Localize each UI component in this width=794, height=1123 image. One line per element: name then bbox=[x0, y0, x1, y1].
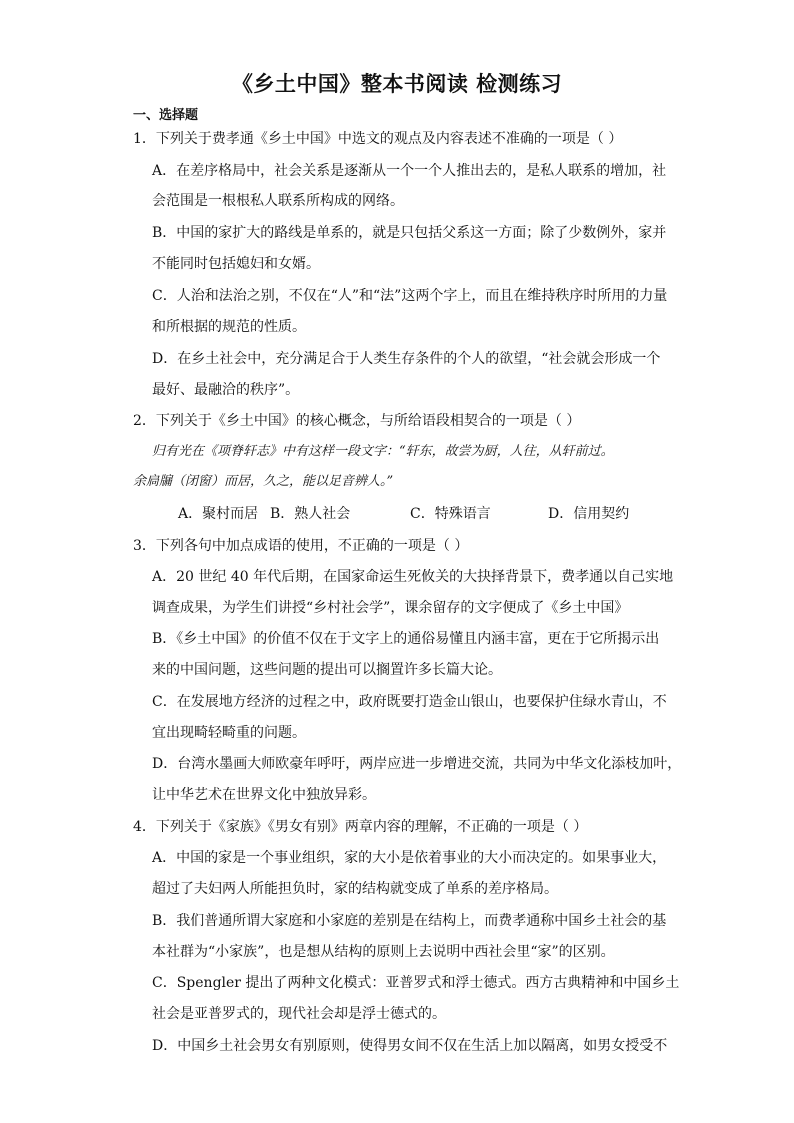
question-1-stem: 1．下列关于费孝通《乡土中国》中选文的观点及内容表述不准确的一项是（ ） bbox=[133, 131, 623, 147]
question-2-quote-cont: 余扃牖（闭窗）而居，久之，能以足音辨人。” bbox=[133, 474, 394, 489]
question-2-stem: 2．下列关于《乡土中国》的核心概念，与所给语段相契合的一项是（ ） bbox=[133, 413, 581, 429]
question-2-quote: 归有光在《项脊轩志》中有这样一段文字：“轩东，故尝为厨，人往，从轩前过。 bbox=[152, 444, 614, 459]
question-2-option-c: C．特殊语言 bbox=[410, 506, 491, 522]
question-1-option-a-cont: 会范围是一根根私人联系所构成的网络。 bbox=[152, 193, 404, 209]
question-4-option-a-cont: 超过了夫妇两人所能担负时，家的结构就变成了单系的差序格局。 bbox=[152, 881, 558, 897]
question-3-stem: 3．下列各句中加点成语的使用，不正确的一项是（ ） bbox=[133, 538, 469, 554]
question-1-option-b-cont: 不能同时包括媳妇和女婿。 bbox=[152, 256, 320, 272]
question-3-option-c: C．在发展地方经济的过程之中，政府既要打造金山银山，也要保护住绿水青山，不 bbox=[152, 694, 667, 710]
question-1-option-d: D．在乡土社会中，充分满足合于人类生存条件的个人的欲望，“社会就会形成一个 bbox=[152, 351, 661, 367]
question-3-option-b: B．《乡土中国》的价值不仅在于文字上的通俗易懂且内涵丰富，更在于它所揭示出 bbox=[152, 631, 660, 647]
section-heading: 一、选择题 bbox=[133, 108, 199, 123]
question-4-option-d: D．中国乡土社会男女有别原则，使得男女间不仅在生活上加以隔离，如男女授受不 bbox=[152, 1038, 668, 1054]
question-4-option-c: C．Spengler 提出了两种文化模式：亚普罗式和浮士德式。西方古典精神和中国乡土 bbox=[152, 975, 680, 991]
question-3-option-a: A．20 世纪 40 年代后期，在国家命运生死攸关的大抉择背景下，费孝通以自己实地 bbox=[152, 569, 674, 585]
question-1-option-b: B．中国的家扩大的路线是单系的，就是只包括父系这一方面；除了少数例外，家并 bbox=[152, 225, 667, 241]
question-4-option-a: A．中国的家是一个事业组织，家的大小是依着事业的大小而决定的。如果事业大， bbox=[152, 850, 667, 866]
question-3-option-b-cont: 来的中国问题，这些问题的提出可以搁置许多长篇大论。 bbox=[152, 662, 502, 678]
question-1-option-c: C．人治和法治之别，不仅在“人”和“法”这两个字上，而且在维持秩序时所用的力量 bbox=[152, 288, 668, 304]
question-2-option-b: B．熟人社会 bbox=[270, 506, 351, 522]
question-1-option-d-cont: 最好、最融洽的秩序”。 bbox=[152, 382, 300, 398]
question-3-option-a-cont: 调查成果，为学生们讲授“乡村社会学”，课余留存的文字便成了《乡土中国》 bbox=[152, 600, 629, 616]
question-4-option-c-cont: 社会是亚普罗式的，现代社会却是浮士德式的。 bbox=[152, 1006, 446, 1022]
question-3-option-c-cont: 宜出现畸轻畸重的问题。 bbox=[152, 725, 306, 741]
question-3-option-d: D．台湾水墨画大师欧豪年呼吁，两岸应进一步增进交流，共同为中华文化添枝加叶， bbox=[152, 756, 682, 772]
question-1-option-c-cont: 和所根据的规范的性质。 bbox=[152, 319, 306, 335]
question-4-option-b-cont: 本社群为“小家族”，也是想从结构的原则上去说明中西社会里“家”的区别。 bbox=[152, 944, 615, 960]
question-1-option-a: A．在差序格局中，社会关系是逐渐从一个一个人推出去的，是私人联系的增加，社 bbox=[152, 163, 667, 179]
question-3-option-d-cont: 让中华艺术在世界文化中独放异彩。 bbox=[152, 787, 376, 803]
question-2-option-d: D．信用契约 bbox=[548, 506, 630, 522]
document-title: 《乡土中国》整本书阅读 检测练习 bbox=[231, 71, 563, 96]
question-4-stem: 4．下列关于《家族》《男女有别》两章内容的理解，不正确的一项是（ ） bbox=[133, 819, 588, 835]
question-4-option-b: B．我们普通所谓大家庭和小家庭的差别是在结构上，而费孝通称中国乡土社会的基 bbox=[152, 913, 667, 929]
question-2-option-a: A．聚村而居 bbox=[178, 506, 259, 522]
